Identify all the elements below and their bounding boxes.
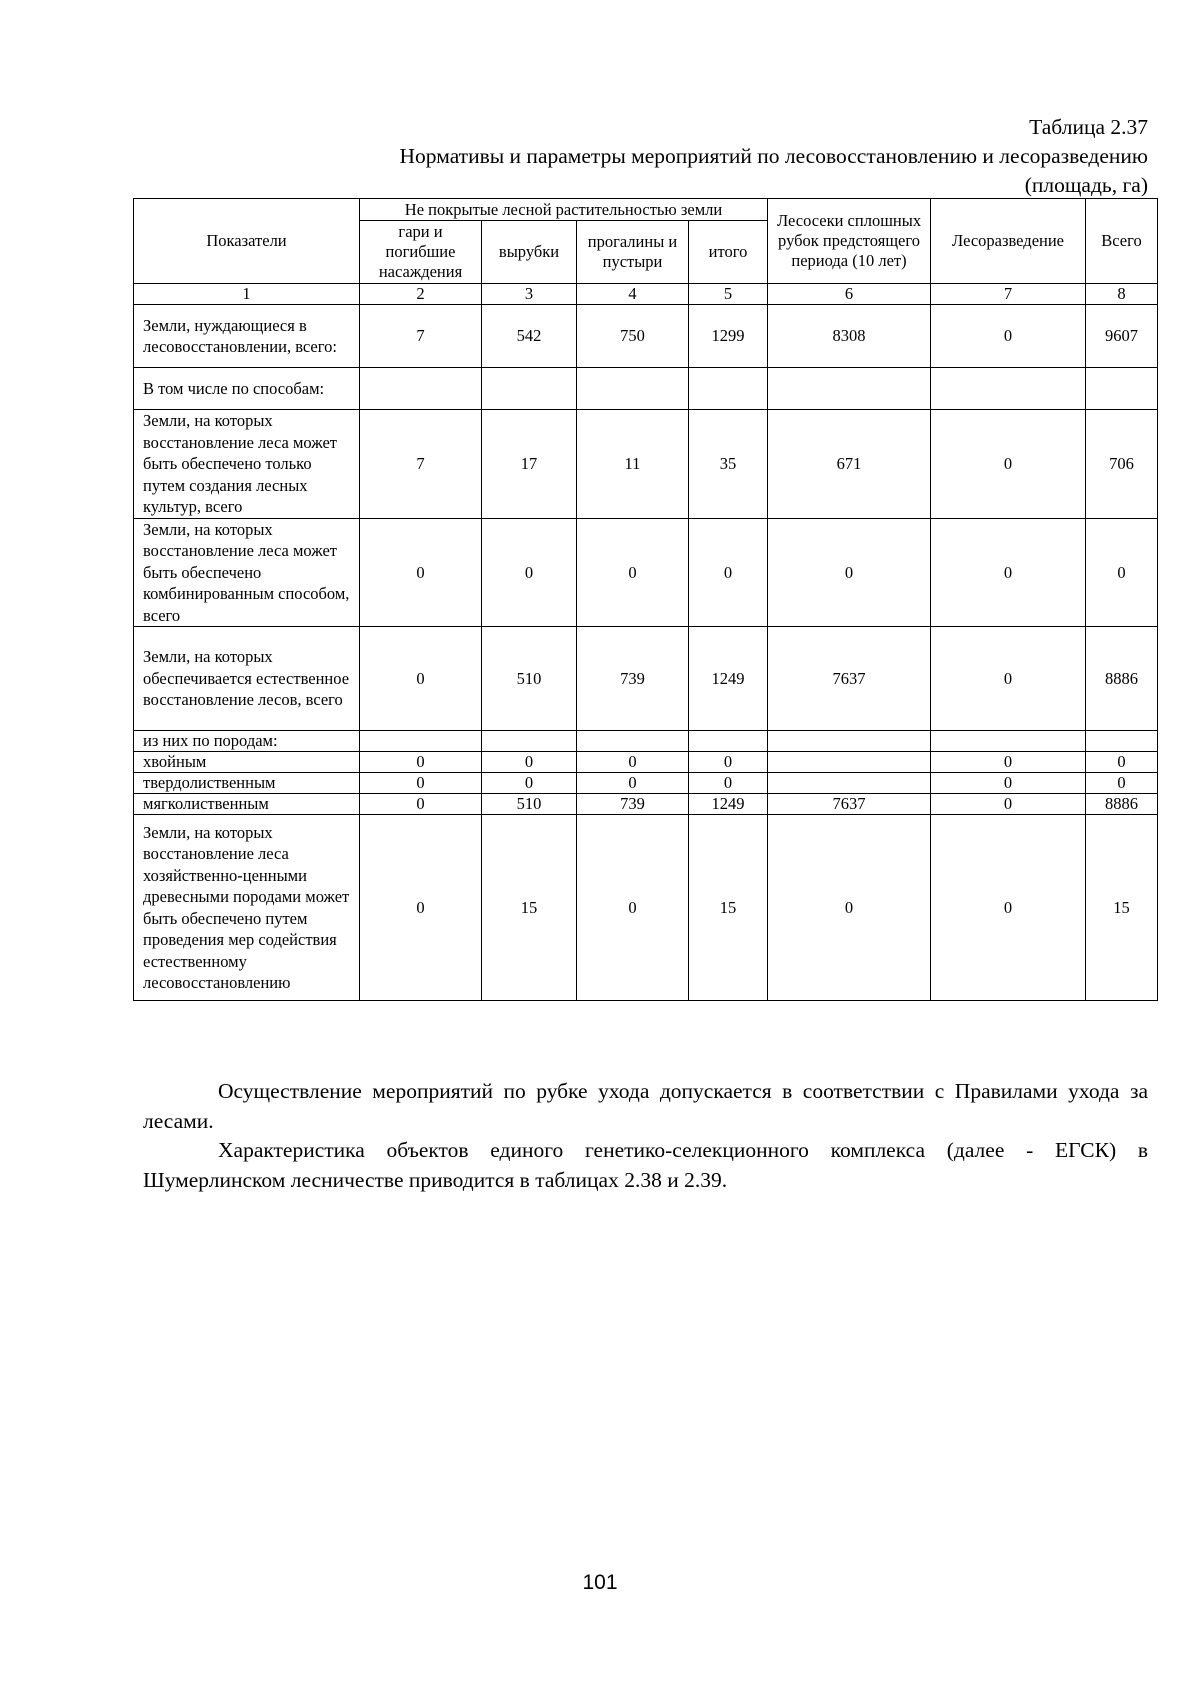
column-number: 7 <box>931 284 1086 305</box>
header-glades: прогалины и пустыри <box>577 221 689 284</box>
table-cell <box>1086 731 1158 752</box>
table-cell: 0 <box>577 815 689 1001</box>
table-cell: 0 <box>931 752 1086 773</box>
header-indicators: Показатели <box>134 199 360 284</box>
row-label: Земли, на которых восстановление леса может быть обеспечено только путем создания лесных культур, всего <box>134 410 360 519</box>
table-cell: 1249 <box>689 627 768 731</box>
table-cell: 7637 <box>768 794 931 815</box>
table-cell: 510 <box>482 794 577 815</box>
table-cell <box>931 368 1086 410</box>
table-cell: 11 <box>577 410 689 519</box>
table-cell: 510 <box>482 627 577 731</box>
table-row <box>134 305 1158 368</box>
column-number: 4 <box>577 284 689 305</box>
table-cell <box>482 731 577 752</box>
table-cell: 671 <box>768 410 931 519</box>
table-cell: 15 <box>689 815 768 1001</box>
row-label: мягколиственным <box>134 794 360 815</box>
header-row-1 <box>134 199 1158 221</box>
row-label: из них по породам: <box>134 731 360 752</box>
row-label: Земли, на которых восстановление леса хозяйственно-ценными древесными породами может быть обеспечено путем проведения мер содействия естественному лесовосстановлению <box>134 815 360 1001</box>
table-row <box>134 410 1158 519</box>
table-cell <box>360 368 482 410</box>
table-cell: 0 <box>1086 518 1158 627</box>
header-afforestation: Лесоразведение <box>931 199 1086 284</box>
table-cell: 0 <box>931 305 1086 368</box>
table-cell: 739 <box>577 794 689 815</box>
table-row <box>134 752 1158 773</box>
header-clearcuts: вырубки <box>482 221 577 284</box>
table-cell <box>1086 368 1158 410</box>
table-cell: 0 <box>482 773 577 794</box>
table-cell: 15 <box>482 815 577 1001</box>
table-cell: 0 <box>689 518 768 627</box>
table-cell <box>360 731 482 752</box>
table-cell: 542 <box>482 305 577 368</box>
table-row <box>134 368 1158 410</box>
column-number: 1 <box>134 284 360 305</box>
table-cell <box>768 773 931 794</box>
column-number: 8 <box>1086 284 1158 305</box>
table-cell <box>482 368 577 410</box>
table-cell: 0 <box>931 518 1086 627</box>
table-cell: 0 <box>360 627 482 731</box>
table-cell: 0 <box>360 794 482 815</box>
row-label: Земли, на которых восстановление леса может быть обеспечено комбинированным способом, всего <box>134 518 360 627</box>
table-cell <box>577 368 689 410</box>
table-cell: 0 <box>689 752 768 773</box>
table-cell: 0 <box>577 773 689 794</box>
table-cell: 739 <box>577 627 689 731</box>
table-cell: 7637 <box>768 627 931 731</box>
table-cell: 0 <box>689 773 768 794</box>
column-number-row <box>134 284 1158 305</box>
table-cell: 0 <box>360 518 482 627</box>
table-cell: 0 <box>482 518 577 627</box>
table-row <box>134 731 1158 752</box>
table-cell <box>768 752 931 773</box>
table-cell: 0 <box>360 773 482 794</box>
table-cell: 0 <box>482 752 577 773</box>
table-cell: 1249 <box>689 794 768 815</box>
header-logging-sites: Лесосеки сплошных рубок предстоящего периода (10 лет) <box>768 199 931 284</box>
row-label: твердолиственным <box>134 773 360 794</box>
column-number: 2 <box>360 284 482 305</box>
table-row <box>134 815 1158 1001</box>
table-cell: 0 <box>1086 752 1158 773</box>
table-title: Нормативы и параметры мероприятий по лесовосстановлению и лесоразведению <box>399 144 1148 168</box>
table-cell: 0 <box>768 815 931 1001</box>
table-cell <box>931 731 1086 752</box>
header-burned: гари и погибшие насаждения <box>360 221 482 284</box>
body-paragraph: Характеристика объектов единого генетико-селекционного комплекса (далее - ЕГСК) в Шумерлинском лесничестве приводится в таблицах 2.38 и 2.39. <box>143 1138 1148 1192</box>
data-table <box>133 198 1158 1001</box>
table-cell: 7 <box>360 410 482 519</box>
table-row <box>134 518 1158 627</box>
table-cell: 750 <box>577 305 689 368</box>
table-cell: 0 <box>931 815 1086 1001</box>
column-number: 5 <box>689 284 768 305</box>
table-cell <box>577 731 689 752</box>
table-cell: 0 <box>931 773 1086 794</box>
table-cell: 0 <box>1086 773 1158 794</box>
table-cell: 8886 <box>1086 794 1158 815</box>
table-row <box>134 794 1158 815</box>
table-cell: 0 <box>768 518 931 627</box>
table-cell: 0 <box>577 518 689 627</box>
table-row <box>134 773 1158 794</box>
table-cell: 9607 <box>1086 305 1158 368</box>
header-total: Всего <box>1086 199 1158 284</box>
table-cell: 0 <box>931 627 1086 731</box>
column-number: 3 <box>482 284 577 305</box>
table-cell: 0 <box>577 752 689 773</box>
row-label: В том числе по способам: <box>134 368 360 410</box>
table-cell: 7 <box>360 305 482 368</box>
table-caption: Таблица 2.37 <box>1029 115 1148 139</box>
table-cell: 706 <box>1086 410 1158 519</box>
header-subtotal: итого <box>689 221 768 284</box>
table-cell: 15 <box>1086 815 1158 1001</box>
table-cell: 8308 <box>768 305 931 368</box>
row-label: Земли, на которых обеспечивается естественное восстановление лесов, всего <box>134 627 360 731</box>
table-cell <box>689 368 768 410</box>
table-cell: 35 <box>689 410 768 519</box>
table-cell: 0 <box>360 752 482 773</box>
column-number: 6 <box>768 284 931 305</box>
table-unit-note: (площадь, га) <box>1024 173 1148 197</box>
table-cell: 0 <box>360 815 482 1001</box>
row-label: хвойным <box>134 752 360 773</box>
table-cell <box>768 731 931 752</box>
table-row <box>134 627 1158 731</box>
table-cell: 0 <box>931 410 1086 519</box>
page-number: 101 <box>582 1571 618 1594</box>
row-label: Земли, нуждающиеся в лесовосстановлении, всего: <box>134 305 360 368</box>
table-cell <box>689 731 768 752</box>
table-cell: 17 <box>482 410 577 519</box>
header-not-covered-group: Не покрытые лесной растительностью земли <box>360 199 768 221</box>
body-paragraph: Осуществление мероприятий по рубке ухода допускается в соответствии с Правилами ухода за лесами. <box>143 1079 1148 1133</box>
table-cell: 0 <box>931 794 1086 815</box>
table-cell: 1299 <box>689 305 768 368</box>
table-cell <box>768 368 931 410</box>
table-cell: 8886 <box>1086 627 1158 731</box>
